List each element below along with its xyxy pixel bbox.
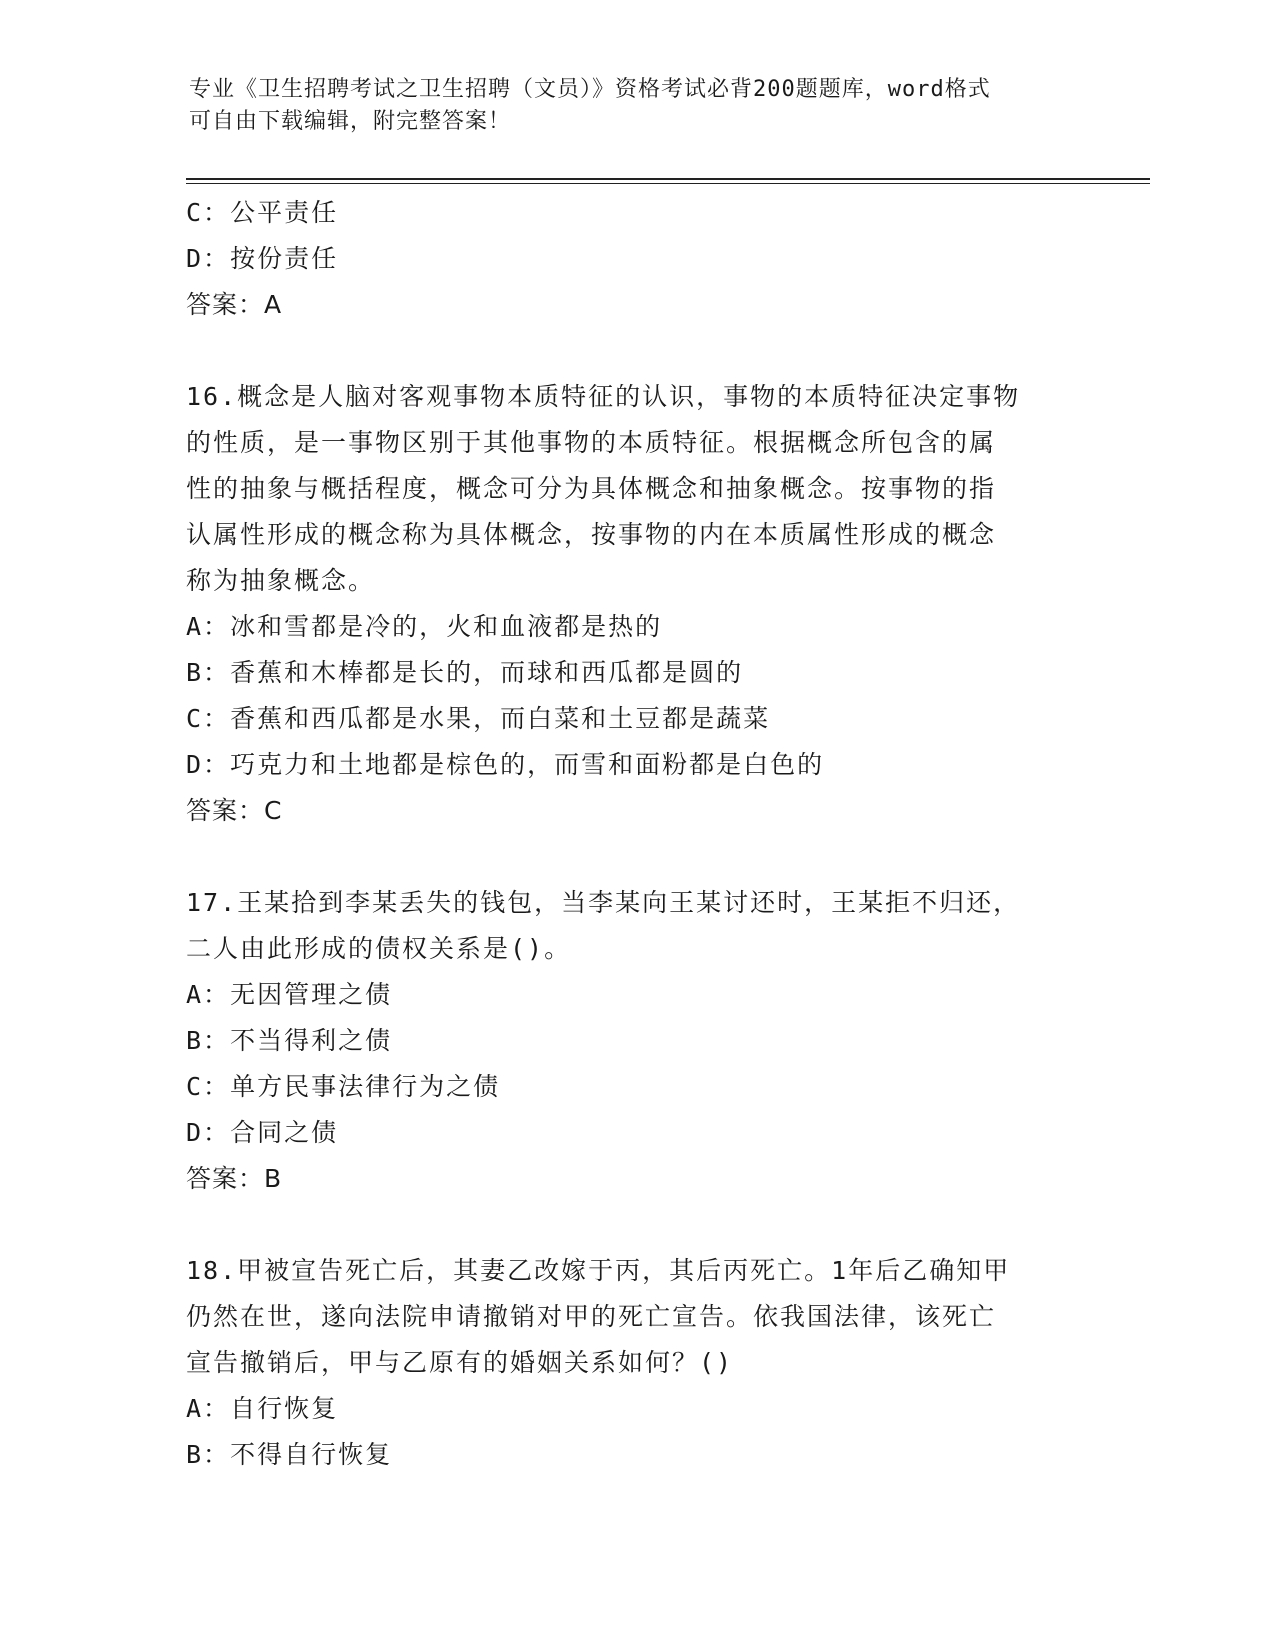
spacer (186, 328, 1086, 374)
question-block-16 (186, 374, 1086, 834)
answer-value: B (264, 1164, 283, 1193)
option-text: 无因管理之债 (230, 980, 393, 1009)
option-label: B： (186, 1026, 231, 1055)
option-text: 不当得利之债 (230, 1026, 393, 1055)
question-text-line: 18.甲被宣告死亡后，其妻乙改嫁于丙，其后丙死亡。1年后乙确知甲 (186, 1256, 1011, 1285)
header-line-1: 专业《卫生招聘考试之卫生招聘（文员）》资格考试必背200题题库，word格式 (189, 77, 991, 102)
option-label: A： (186, 612, 231, 641)
question-block-17 (186, 880, 1086, 1202)
option-text: 按份责任 (230, 244, 339, 273)
option-text: 香蕉和西瓜都是水果，而白菜和土豆都是蔬菜 (230, 704, 771, 733)
option-label: B： (186, 1440, 231, 1469)
spacer (186, 834, 1086, 880)
question-text-line: 16.概念是人脑对客观事物本质特征的认识，事物的本质特征决定事物 (186, 382, 1021, 411)
spacer (186, 1202, 1086, 1248)
option-label: A： (186, 1394, 231, 1423)
option-c (186, 1064, 1086, 1110)
option-label: C： (186, 198, 231, 227)
answer-value: C (264, 796, 283, 825)
option-c (186, 190, 1086, 236)
question-block-15-tail (186, 190, 1086, 328)
option-label: C： (186, 704, 231, 733)
option-text: 不得自行恢复 (230, 1440, 393, 1469)
question-text-line: 仍然在世，遂向法院申请撤销对甲的死亡宣告。依我国法律，该死亡 (186, 1302, 997, 1331)
option-text: 香蕉和木棒都是长的，而球和西瓜都是圆的 (230, 658, 744, 687)
answer-value: A (264, 290, 283, 319)
option-text: 公平责任 (230, 198, 339, 227)
answer-label: 答案： (186, 1164, 265, 1193)
option-label: A： (186, 980, 231, 1009)
option-label: D： (186, 750, 231, 779)
question-text-line: 宣告撤销后，甲与乙原有的婚姻关系如何？() (186, 1348, 734, 1377)
option-text: 巧克力和土地都是棕色的，而雪和面粉都是白色的 (230, 750, 825, 779)
option-a (186, 972, 1086, 1018)
answer-line (186, 1156, 1086, 1202)
option-b (186, 1018, 1086, 1064)
answer-label: 答案： (186, 290, 265, 319)
option-d (186, 742, 1086, 788)
question-text-line: 的性质，是一事物区别于其他事物的本质特征。根据概念所包含的属 (186, 428, 997, 457)
answer-line (186, 788, 1086, 834)
option-d (186, 236, 1086, 282)
option-text: 单方民事法律行为之债 (230, 1072, 501, 1101)
header-divider-thin (186, 183, 1150, 184)
question-text-line: 认属性形成的概念称为具体概念，按事物的内在本质属性形成的概念 (186, 520, 997, 549)
option-a (186, 1386, 1086, 1432)
question-text-line: 称为抽象概念。 (186, 566, 376, 595)
option-d (186, 1110, 1086, 1156)
option-label: D： (186, 1118, 231, 1147)
answer-label: 答案： (186, 796, 265, 825)
question-text-line: 性的抽象与概括程度，概念可分为具体概念和抽象概念。按事物的指 (186, 474, 997, 503)
option-label: B： (186, 658, 231, 687)
header-divider (186, 178, 1150, 180)
document-header (189, 74, 1069, 138)
option-label: C： (186, 1072, 231, 1101)
answer-line (186, 282, 1086, 328)
option-label: D： (186, 244, 231, 273)
option-b (186, 650, 1086, 696)
question-block-18 (186, 1248, 1086, 1478)
option-a (186, 604, 1086, 650)
option-text: 冰和雪都是冷的，火和血液都是热的 (230, 612, 663, 641)
header-line-2: 可自由下载编辑，附完整答案！ (189, 109, 512, 134)
option-c (186, 696, 1086, 742)
question-text-line: 二人由此形成的债权关系是()。 (186, 934, 572, 963)
option-b (186, 1432, 1086, 1478)
option-text: 合同之债 (230, 1118, 339, 1147)
question-content (186, 190, 1086, 1478)
question-text-line: 17.王某拾到李某丢失的钱包，当李某向王某讨还时，王某拒不归还， (186, 888, 1021, 917)
option-text: 自行恢复 (230, 1394, 339, 1423)
